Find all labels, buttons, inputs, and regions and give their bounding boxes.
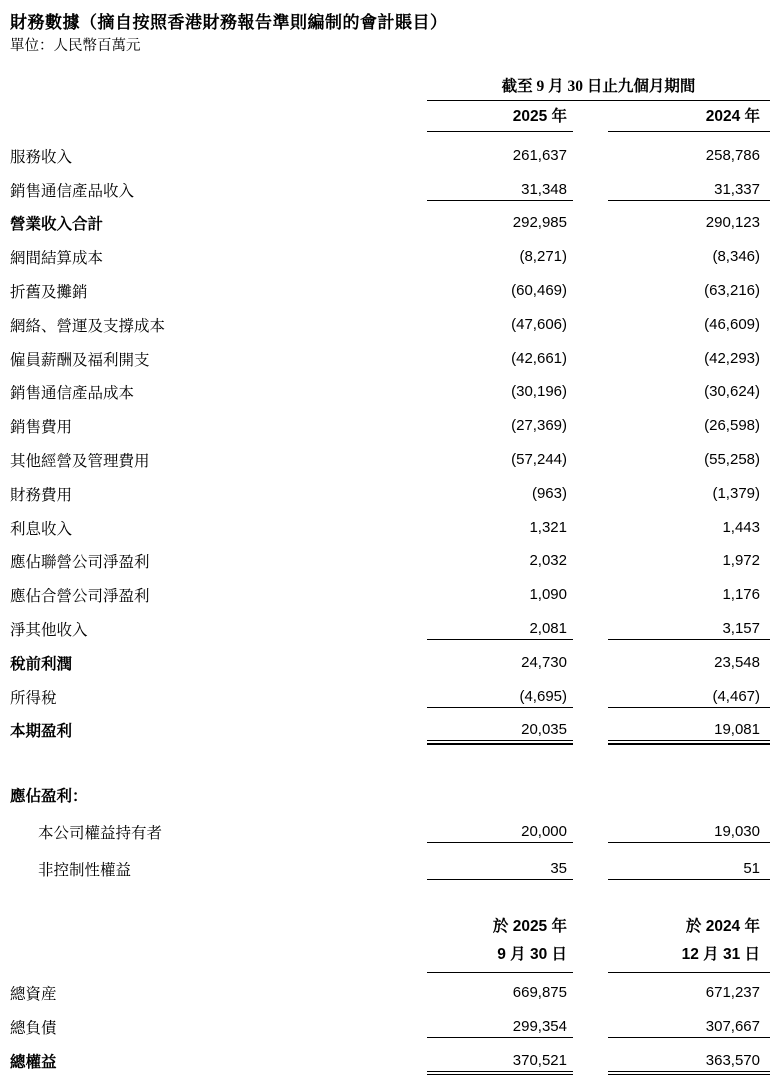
value-2025: 1,090 bbox=[529, 586, 567, 604]
row-label: 其他經營及管理費用 bbox=[10, 453, 150, 471]
value-2025: (8,271) bbox=[519, 248, 567, 266]
value-2025: 2,032 bbox=[529, 552, 567, 570]
period-header: 截至 9 月 30 日止九個月期間 bbox=[427, 74, 770, 101]
table-row bbox=[10, 646, 770, 680]
balance-header-gap bbox=[10, 913, 427, 973]
value-2024: 671,237 bbox=[705, 984, 760, 1002]
attributable-rows bbox=[10, 813, 770, 887]
row-label: 應佔聯營公司淨盈利 bbox=[10, 554, 150, 572]
row-label: 淨其他收入 bbox=[10, 622, 88, 640]
table-row bbox=[10, 1044, 770, 1078]
row-label: 所得稅 bbox=[10, 689, 57, 707]
balance-header-2025-line1: 於 2025 年 bbox=[492, 918, 567, 936]
table-row bbox=[10, 139, 770, 173]
row-label: 總資産 bbox=[10, 986, 57, 1004]
value-2024: (30,624) bbox=[704, 383, 760, 401]
value-2024: (55,258) bbox=[704, 451, 760, 469]
value-2025: (57,244) bbox=[511, 451, 567, 469]
unit-label: 單位：人民幣百萬元 bbox=[10, 38, 141, 54]
value-2024: 307,667 bbox=[608, 1016, 770, 1038]
row-label: 總權益 bbox=[10, 1053, 57, 1071]
value-2025: 261,637 bbox=[512, 146, 567, 164]
value-2025: 2,081 bbox=[427, 618, 573, 640]
row-label: 稅前利潤 bbox=[10, 655, 73, 673]
row-label: 總負債 bbox=[10, 1020, 57, 1038]
table-row bbox=[10, 308, 770, 342]
row-label: 非控制性權益 bbox=[38, 861, 132, 879]
value-2025: 24,730 bbox=[521, 653, 567, 671]
value-2025: 299,354 bbox=[427, 1016, 573, 1038]
value-2025: 1,321 bbox=[529, 518, 567, 536]
balance-header-2024-line1: 於 2024 年 bbox=[685, 918, 760, 936]
section-spacer bbox=[10, 747, 770, 765]
table-row bbox=[10, 207, 770, 241]
value-2025: (60,469) bbox=[511, 282, 567, 300]
table-row bbox=[10, 409, 770, 443]
table-row bbox=[10, 976, 770, 1010]
table-row bbox=[10, 578, 770, 612]
row-label: 銷售費用 bbox=[10, 419, 73, 437]
table-row bbox=[10, 240, 770, 274]
row-label: 利息收入 bbox=[10, 520, 73, 538]
table-row bbox=[10, 376, 770, 410]
table-row bbox=[10, 342, 770, 376]
table-row bbox=[10, 1010, 770, 1044]
value-2024: (26,598) bbox=[704, 417, 760, 435]
value-2024: 19,030 bbox=[608, 821, 770, 843]
value-2024: 363,570 bbox=[608, 1050, 770, 1072]
value-2024: (46,609) bbox=[704, 315, 760, 333]
value-2025: 370,521 bbox=[427, 1050, 573, 1072]
table-row bbox=[10, 813, 770, 850]
table-row bbox=[10, 714, 770, 748]
table-row bbox=[10, 612, 770, 646]
value-2025: 669,875 bbox=[512, 984, 567, 1002]
value-2025: (963) bbox=[531, 484, 567, 502]
row-label: 銷售通信產品成本 bbox=[10, 385, 135, 403]
row-label: 僱員薪酬及福利開支 bbox=[10, 351, 150, 369]
year-column-headers bbox=[10, 101, 770, 133]
value-2024: 1,176 bbox=[722, 586, 760, 604]
row-label: 應佔合營公司淨盈利 bbox=[10, 588, 150, 606]
value-2024: 258,786 bbox=[705, 146, 760, 164]
value-2024: (63,216) bbox=[704, 282, 760, 300]
table-row bbox=[10, 850, 770, 887]
attributable-heading: 應佔盈利： bbox=[10, 788, 88, 806]
row-label: 服務收入 bbox=[10, 148, 73, 166]
value-2025: 35 bbox=[427, 858, 573, 880]
value-2024: 1,972 bbox=[722, 552, 760, 570]
row-label: 財務費用 bbox=[10, 486, 73, 504]
value-2024: (1,379) bbox=[712, 484, 760, 502]
value-2024: 23,548 bbox=[714, 653, 760, 671]
value-2024: 51 bbox=[608, 858, 770, 880]
row-label: 網間結算成本 bbox=[10, 250, 104, 268]
balance-header-2025-line2: 9 月 30 日 bbox=[497, 946, 567, 964]
value-2025: 31,348 bbox=[427, 179, 573, 201]
row-label: 網絡、營運及支撐成本 bbox=[10, 317, 166, 335]
balance-column-header-2025 bbox=[427, 913, 573, 973]
value-2024: 19,081 bbox=[608, 719, 770, 741]
value-2025: 20,035 bbox=[427, 719, 573, 741]
value-2025: (4,695) bbox=[427, 686, 573, 708]
value-2024: 3,157 bbox=[608, 618, 770, 640]
value-2024: (4,467) bbox=[608, 686, 770, 708]
column-header-2025: 2025 年 bbox=[427, 102, 573, 132]
row-label: 銷售通信產品收入 bbox=[10, 182, 135, 200]
period-header-row bbox=[10, 74, 770, 101]
page-title: 財務數據（摘自按照香港財務報告準則編制的會計賬目） bbox=[10, 13, 448, 32]
value-2024: (8,346) bbox=[712, 248, 760, 266]
table-row bbox=[10, 545, 770, 579]
income-statement-rows bbox=[10, 139, 770, 747]
value-2025: (27,369) bbox=[511, 417, 567, 435]
table-row bbox=[10, 274, 770, 308]
period-header-gap bbox=[10, 74, 427, 101]
table-row bbox=[10, 443, 770, 477]
balance-header-2024-line2: 12 月 31 日 bbox=[681, 946, 760, 964]
value-2024: 1,443 bbox=[722, 518, 760, 536]
table-row bbox=[10, 511, 770, 545]
balance-column-headers bbox=[10, 913, 770, 973]
value-2025: 292,985 bbox=[512, 214, 567, 232]
row-label: 折舊及攤銷 bbox=[10, 284, 88, 302]
value-2024: (42,293) bbox=[704, 349, 760, 367]
value-2024: 31,337 bbox=[608, 179, 770, 201]
value-2024: 290,123 bbox=[705, 214, 760, 232]
row-label: 本公司權益持有者 bbox=[38, 824, 163, 842]
value-2025: (30,196) bbox=[511, 383, 567, 401]
balance-column-header-2024 bbox=[608, 913, 770, 973]
attributable-heading-row bbox=[10, 777, 770, 813]
value-2025: 20,000 bbox=[427, 821, 573, 843]
row-label: 本期盈利 bbox=[10, 723, 73, 741]
value-2025: (47,606) bbox=[511, 315, 567, 333]
balance-sheet-rows bbox=[10, 976, 770, 1077]
column-header-2024: 2024 年 bbox=[608, 102, 770, 132]
value-2025: (42,661) bbox=[511, 349, 567, 367]
row-label: 營業收入合計 bbox=[10, 216, 104, 234]
table-row bbox=[10, 173, 770, 207]
table-row bbox=[10, 477, 770, 511]
table-row bbox=[10, 680, 770, 714]
